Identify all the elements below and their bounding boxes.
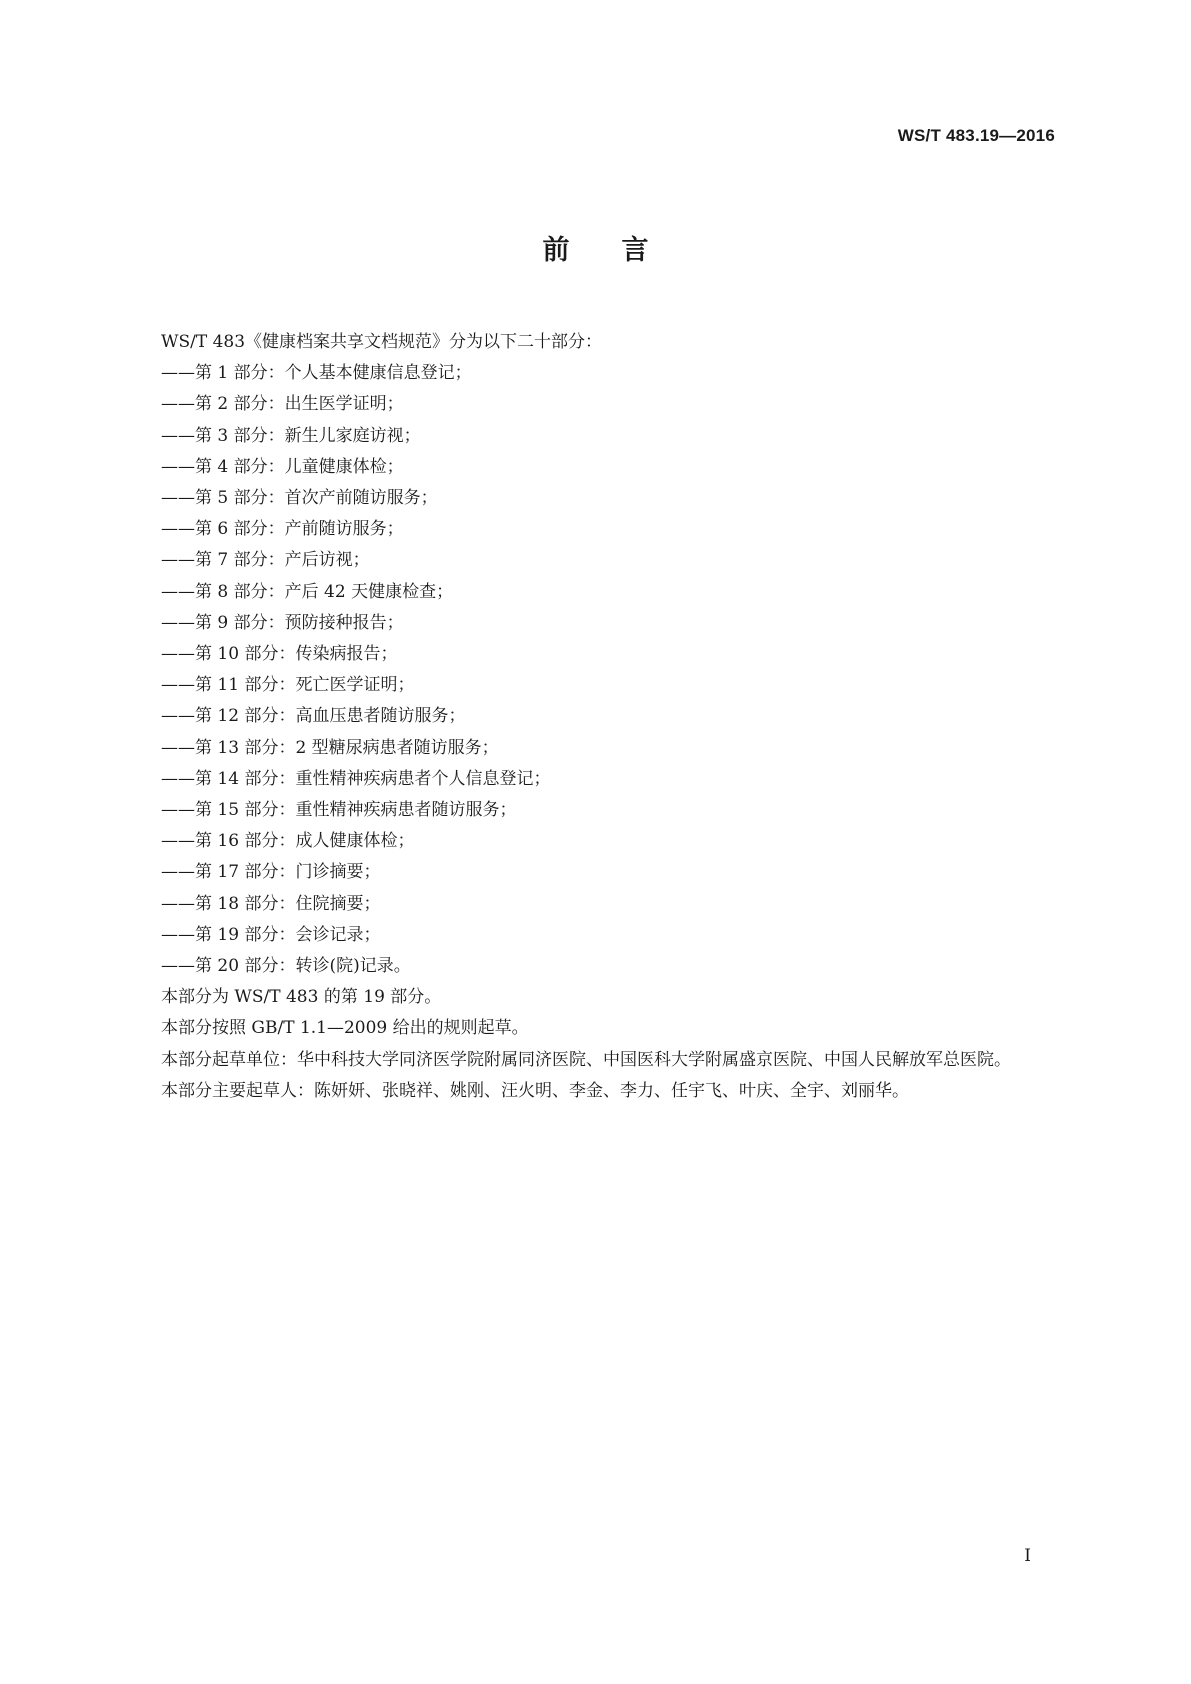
page-title: 前言 xyxy=(542,235,701,266)
list-item: ——第 6 部分：产前随访服务； xyxy=(161,519,404,540)
list-item: ——第 12 部分：高血压患者随访服务； xyxy=(161,706,466,727)
list-item: ——第 17 部分：门诊摘要； xyxy=(161,862,381,883)
list-item: ——第 9 部分：预防接种报告； xyxy=(161,612,404,633)
list-item: ——第 11 部分：死亡医学证明； xyxy=(161,675,415,696)
drafters-statement: 本部分主要起草人：陈妍妍、张晓祥、姚刚、汪火明、李金、李力、任宇飞、叶庆、全宇、刘丽华。 xyxy=(161,1080,909,1101)
list-item: ——第 1 部分：个人基本健康信息登记； xyxy=(161,363,472,384)
foreword-body xyxy=(127,327,1067,1107)
list-item: ——第 20 部分：转诊(院)记录。 xyxy=(161,956,411,977)
drafting-rules-statement: 本部分按照 GB/T 1.1—2009 给出的规则起草。 xyxy=(161,1018,529,1039)
list-item: ——第 18 部分：住院摘要； xyxy=(161,893,381,914)
parts-list xyxy=(127,358,1067,982)
page-number: I xyxy=(1024,1546,1031,1566)
list-item: ——第 13 部分：2 型糖尿病患者随访服务； xyxy=(161,737,499,758)
list-item: ——第 3 部分：新生儿家庭访视； xyxy=(161,425,421,446)
list-item: ——第 16 部分：成人健康体检； xyxy=(161,831,415,852)
list-item: ——第 5 部分：首次产前随访服务； xyxy=(161,488,438,509)
list-item: ——第 8 部分：产后 42 天健康检查； xyxy=(161,581,454,602)
drafting-units-statement: 本部分起草单位：华中科技大学同济医学院附属同济医院、中国医科大学附属盛京医院、中国人民解放军总医院。 xyxy=(161,1049,1011,1070)
part-of-statement: 本部分为 WS/T 483 的第 19 部分。 xyxy=(161,987,442,1008)
list-item: ——第 4 部分：儿童健康体检； xyxy=(161,456,404,477)
list-item: ——第 14 部分：重性精神疾病患者个人信息登记； xyxy=(161,768,551,789)
list-item: ——第 19 部分：会诊记录； xyxy=(161,924,381,945)
list-item: ——第 10 部分：传染病报告； xyxy=(161,644,398,665)
standard-code: WS/T 483.19—2016 xyxy=(897,126,1055,145)
list-item: ——第 2 部分：出生医学证明； xyxy=(161,394,404,415)
intro-paragraph: WS/T 483《健康档案共享文档规范》分为以下二十部分： xyxy=(161,332,603,352)
list-item: ——第 7 部分：产后访视； xyxy=(161,550,370,571)
list-item: ——第 15 部分：重性精神疾病患者随访服务； xyxy=(161,800,517,821)
